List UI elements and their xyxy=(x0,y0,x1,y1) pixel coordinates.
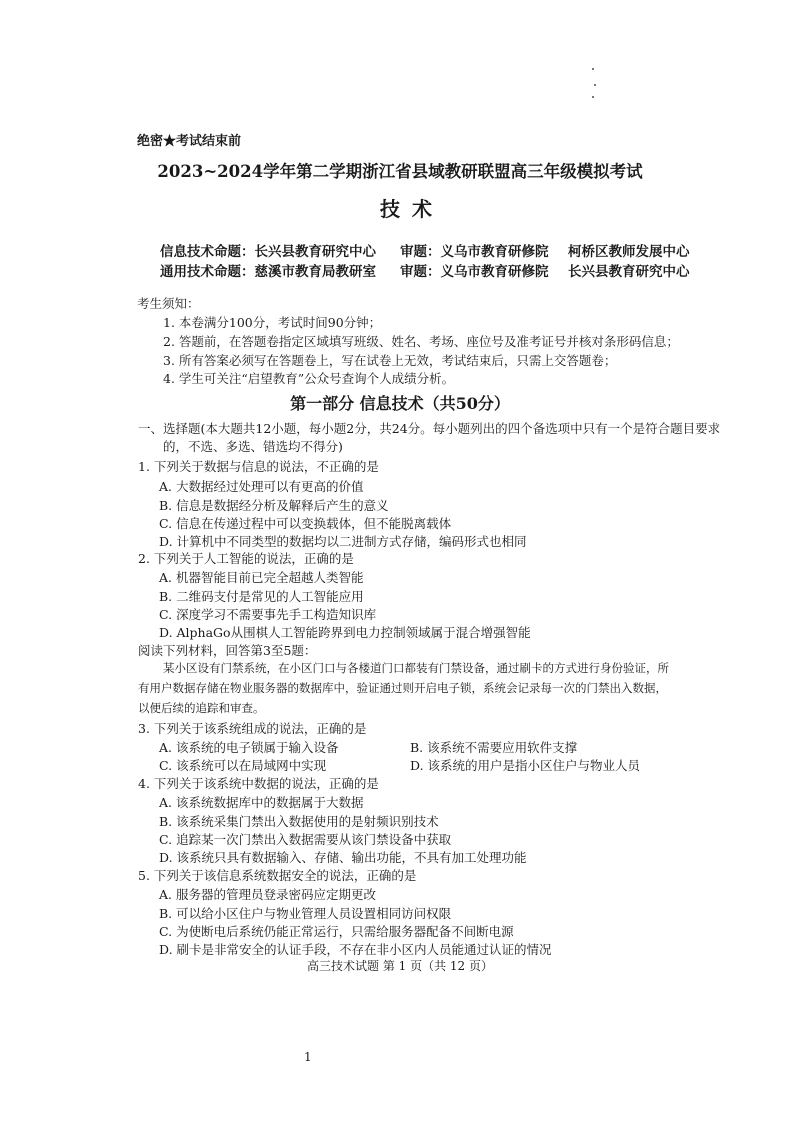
question-5-option-a: A. 服务器的管理员登录密码应定期更改 xyxy=(159,887,376,902)
question-2-option-c: C. 深度学习不需要事先手工构造知识库 xyxy=(159,607,377,622)
question-1-option-a: A. 大数据经过处理可以有更高的价值 xyxy=(159,479,364,494)
question-3-option-b: B. 该系统不需要应用软件支撑 xyxy=(410,740,578,755)
question-1-option-d: D. 计算机中不同类型的数据均以二进制方式存储，编码形式也相同 xyxy=(159,534,527,549)
question-2-stem: 2. 下列关于人工智能的说法，正确的是 xyxy=(138,551,354,566)
question-3-stem: 3. 下列关于该系统组成的说法，正确的是 xyxy=(138,721,367,736)
question-5-option-d: D. 刷卡是非常安全的认证手段，不存在非小区内人员能通过认证的情况 xyxy=(159,942,552,957)
material-intro: 阅读下列材料，回答第3至5题： xyxy=(138,643,317,658)
question-3-option-a: A. 该系统的电子锁属于输入设备 xyxy=(159,740,339,755)
notes-heading: 考生须知： xyxy=(137,296,200,311)
question-5-option-b: B. 可以给小区住户与物业管理人员设置相同访问权限 xyxy=(159,906,452,921)
material-line: 有用户数据存储在物业服务器的数据库中，验证通过则开启电子锁，系统会记录每一次的门禁出入数据， xyxy=(138,681,667,695)
question-1-option-b: B. 信息是数据经分析及解释后产生的意义 xyxy=(159,498,389,513)
note-item: 3. 所有答案必须写在答题卷上，写在试卷上无效，考试结束后，只需上交答题卷； xyxy=(163,353,617,368)
subject-title: 技术 xyxy=(380,197,444,221)
note-item: 4. 学生可关注“启望教育”公众号查询个人成绩分析。 xyxy=(163,371,455,386)
section-intro: 一、选择题(本大题共12小题，每小题2分，共24分。每小题列出的四个备选项中只有一个是符合题目要求 xyxy=(138,421,721,436)
section-intro-cont: 的，不选、多选、错选均不得分) xyxy=(163,439,343,454)
secret-label: 绝密★考试结束前 xyxy=(137,134,242,149)
question-4-stem: 4. 下列关于该系统中数据的说法，正确的是 xyxy=(138,776,379,791)
question-1-option-c: C. 信息在传递过程中可以变换载体，但不能脱离载体 xyxy=(159,516,452,531)
credit-role: 信息技术命题：长兴县教育研究中心 xyxy=(160,244,376,260)
scan-speck xyxy=(592,96,594,98)
credit-review: 审题：义乌市教育研修院 xyxy=(400,264,549,280)
note-item: 2. 答题前，在答题卷指定区域填写班级、姓名、考场、座位号及准考证号并核对条形码信息； xyxy=(163,334,679,349)
credit-role: 通用技术命题：慈溪市教育局教研室 xyxy=(160,264,376,280)
page-number: 1 xyxy=(304,1050,312,1064)
part-one-title: 第一部分 信息技术（共50分） xyxy=(290,394,510,413)
question-4-option-d: D. 该系统只具有数据输入、存储、输出功能，不具有加工处理功能 xyxy=(159,850,527,865)
exam-title: 2023~2024学年第二学期浙江省县域教研联盟高三年级模拟考试 xyxy=(157,162,643,181)
question-2-option-a: A. 机器智能目前已完全超越人类智能 xyxy=(159,570,364,585)
question-3-option-c: C. 该系统可以在局域网中实现 xyxy=(159,758,327,773)
page-footer: 高三技术试题 第 1 页（共 12 页） xyxy=(307,959,493,973)
question-1-stem: 1. 下列关于数据与信息的说法，不正确的是 xyxy=(138,459,379,474)
material-line: 某小区设有门禁系统，在小区门口与各楼道门口都装有门禁设备，通过刷卡的方式进行身份验证，所 xyxy=(163,661,669,675)
question-4-option-c: C. 追踪某一次门禁出入数据需要从该门禁设备中获取 xyxy=(159,832,452,847)
credit-line-info-tech xyxy=(160,240,690,260)
credit-review-extra: 长兴县教育研究中心 xyxy=(568,264,690,280)
scan-speck xyxy=(594,84,596,86)
scan-speck xyxy=(592,68,594,70)
question-2-option-b: B. 二维码支付是常见的人工智能应用 xyxy=(159,589,364,604)
question-2-option-d: D. AlphaGo从围棋人工智能跨界到电力控制领域属于混合增强智能 xyxy=(159,625,531,640)
question-5-option-c: C. 为使断电后系统仍能正常运行，只需给服务器配备不间断电源 xyxy=(159,924,514,939)
question-4-option-a: A. 该系统数据库中的数据属于大数据 xyxy=(159,795,364,810)
question-3-option-d: D. 该系统的用户是指小区住户与物业人员 xyxy=(410,758,641,773)
note-item: 1. 本卷满分100分，考试时间90分钟； xyxy=(163,315,382,330)
credit-line-general-tech xyxy=(160,260,690,280)
material-line: 以便后续的追踪和审查。 xyxy=(138,701,265,715)
question-4-option-b: B. 该系统采集门禁出入数据使用的是射频识别技术 xyxy=(159,814,439,829)
credit-review-extra: 柯桥区教师发展中心 xyxy=(568,244,690,260)
credit-review: 审题：义乌市教育研修院 xyxy=(400,244,549,260)
question-5-stem: 5. 下列关于该信息系统数据安全的说法，正确的是 xyxy=(138,868,417,883)
